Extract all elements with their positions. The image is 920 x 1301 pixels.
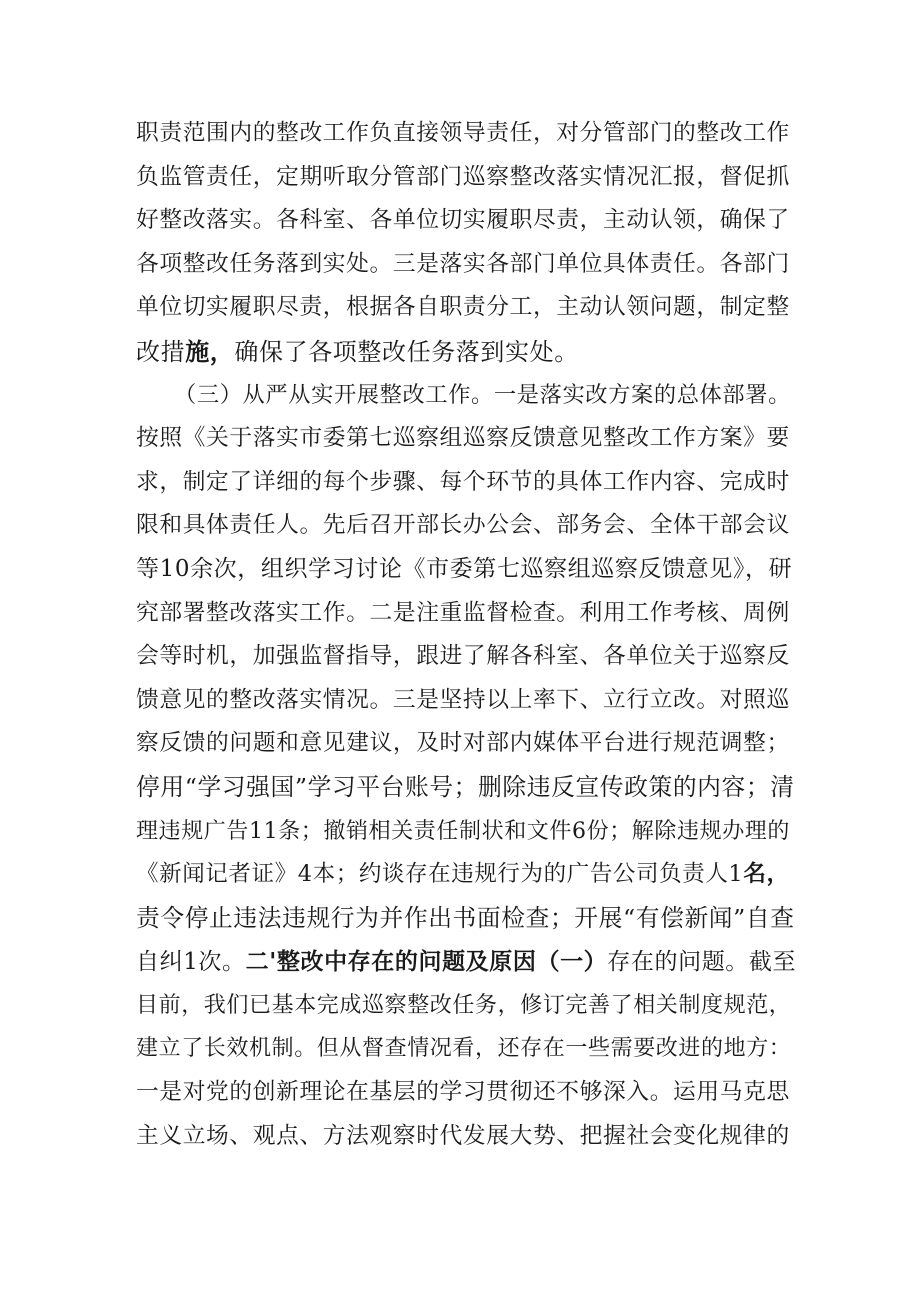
body-text	[136, 112, 796, 1158]
text-line: 按照《关于落实市委第七巡察组巡察反馈意见整改工作方案》要	[136, 425, 790, 452]
bold-text-run: 施，	[185, 336, 235, 366]
text-line: 察反馈的问题和意见建议，及时对部内媒体平台进行规范调整；	[136, 730, 790, 757]
text-line: 等10余次，组织学习讨论《市委第七巡察组巡察反馈意见》，研	[136, 555, 793, 582]
section-heading-run: 二'整改中存在的问题及原因（一）	[245, 948, 608, 976]
text-run: 确保了各项整改任务落到实处。	[234, 337, 579, 366]
text-line: 理违规广告11条；撤销相关责任制状和文件6份；解除违规办理的	[136, 818, 790, 844]
text-line: 好整改落实。各科室、各单位切实履职尽责，主动认领，确保了	[136, 207, 790, 234]
text-line	[136, 330, 796, 374]
text-line: 究部署整改落实工作。二是注重监督检查。利用工作考核、周例	[136, 599, 790, 626]
text-line: 停用“学习强国”学习平台账号；删除违反宣传政策的内容；清	[136, 772, 795, 801]
text-line: 求，制定了详细的每个步骤、每个环节的具体工作内容、完成时	[136, 468, 790, 495]
text-line: 各项整改任务落到实处。三是落实各部门单位具体责任。各部门	[136, 250, 790, 277]
text-line: 会等时机，加强监督指导，跟进了解各科室、各单位关于巡察反	[136, 643, 790, 670]
text-line	[136, 940, 796, 984]
text-run: 存在的问题。截至	[607, 949, 797, 976]
text-line: 主义立场、观点、方法观察时代发展大势、把握社会变化规律的	[136, 1122, 790, 1149]
text-line: 限和具体责任人。先后召开部长办公会、部务会、全体干部会议	[136, 512, 790, 539]
paragraph-heading-line: （三）从严从实开展整改工作。一是落实改方案的总体部署。	[174, 381, 791, 408]
text-line: 职责范围内的整改工作负直接领导责任，对分管部门的整改工作	[136, 120, 790, 146]
text-line: 馈意见的整改落实情况。三是坚持以上率下、立行立改。对照巡	[136, 686, 790, 713]
text-line: 目前，我们已基本完成巡察整改任务，修订完善了相关制度规范，	[136, 992, 792, 1018]
bold-text-run: 名，	[743, 861, 790, 888]
text-line: 负监管责任，定期听取分管部门巡察整改落实情况汇报，督促抓	[136, 163, 790, 190]
text-run: 改措	[136, 337, 186, 366]
text-run: 《新闻记者证》4本；约谈存在违规行为的广告公司负责人1	[136, 861, 744, 888]
text-line	[136, 853, 796, 897]
text-line: 建立了长效机制。但从督查情况看，还存在一些需要改进的地方：	[136, 1036, 792, 1062]
text-line: 责令停止违法违规行为并作出书面检查；开展“有偿新闻”自查	[136, 903, 795, 932]
text-line: 一是对党的创新理论在基层的学习贯彻还不够深入。运用马克思	[136, 1079, 790, 1106]
text-line: 单位切实履职尽责，根据各自职责分工，主动认领问题，制定整	[136, 294, 790, 321]
text-run: 自纠1次。	[136, 949, 246, 976]
